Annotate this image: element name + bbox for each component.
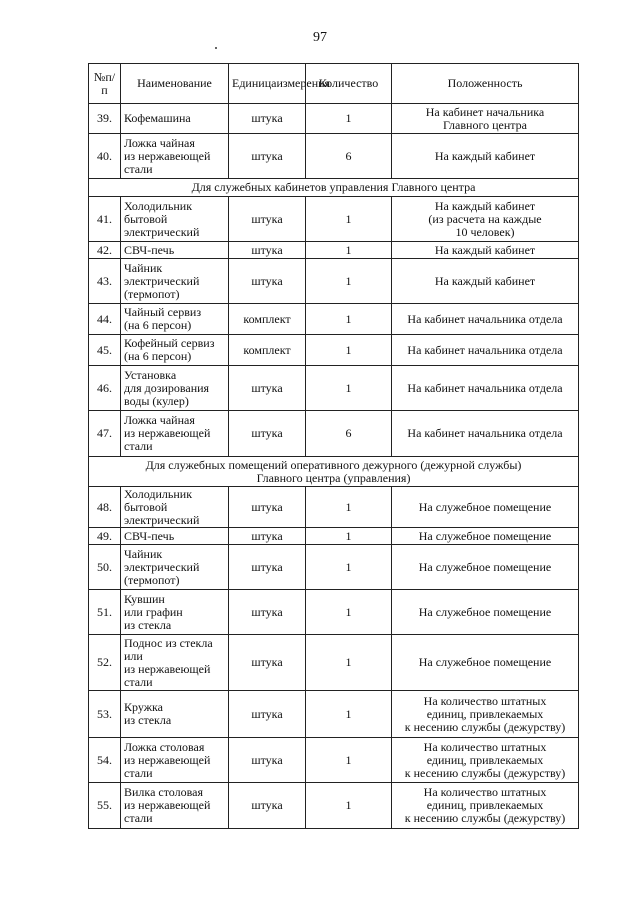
item-unit: штука bbox=[229, 590, 306, 635]
text-line: На кабинет начальника отдела bbox=[407, 426, 563, 440]
table-row bbox=[89, 738, 579, 783]
equipment-table bbox=[88, 63, 579, 829]
text-line: электрический bbox=[124, 273, 200, 288]
item-norm bbox=[392, 783, 579, 829]
text-line: (на 6 персон) bbox=[124, 349, 192, 363]
item-unit: штука bbox=[229, 259, 306, 304]
section-row bbox=[89, 179, 579, 197]
item-quantity: 1 bbox=[306, 545, 392, 590]
item-norm bbox=[392, 545, 579, 590]
text-line: Положенность bbox=[447, 76, 523, 90]
table-row bbox=[89, 242, 579, 259]
text-line: На служебное помещение bbox=[418, 559, 552, 574]
item-unit: штука bbox=[229, 487, 306, 528]
scan-speck bbox=[215, 47, 217, 49]
text-line: На служебное помещение bbox=[418, 499, 552, 514]
item-name bbox=[121, 411, 229, 457]
text-line: стали bbox=[124, 674, 153, 689]
item-quantity: 6 bbox=[306, 411, 392, 457]
text-line: из нержавеющей bbox=[124, 426, 211, 440]
item-norm bbox=[392, 411, 579, 457]
text-line: Установка bbox=[124, 367, 177, 382]
item-quantity: 1 bbox=[306, 783, 392, 829]
text-line: единиц, привлекаемых bbox=[426, 798, 544, 812]
item-name bbox=[121, 134, 229, 179]
text-line: На каждый кабинет bbox=[434, 242, 536, 257]
text-line: Чайник bbox=[124, 546, 163, 561]
item-name bbox=[121, 197, 229, 242]
table-row bbox=[89, 335, 579, 366]
table-row bbox=[89, 411, 579, 457]
item-quantity: 1 bbox=[306, 242, 392, 259]
text-line: Чайник bbox=[124, 260, 163, 275]
text-line: Холодильник bbox=[124, 486, 193, 501]
item-unit: штука bbox=[229, 528, 306, 545]
item-norm bbox=[392, 259, 579, 304]
item-quantity: 1 bbox=[306, 528, 392, 545]
text-line: бытовой bbox=[124, 499, 168, 514]
section-heading bbox=[89, 179, 579, 197]
item-number: 46. bbox=[89, 366, 121, 411]
item-name bbox=[121, 691, 229, 738]
item-norm bbox=[392, 691, 579, 738]
item-unit: комплект bbox=[229, 335, 306, 366]
item-number: 44. bbox=[89, 304, 121, 335]
text-line: Кружка bbox=[124, 700, 163, 714]
text-line: На каждый кабинет bbox=[434, 198, 536, 213]
item-unit: штука bbox=[229, 242, 306, 259]
item-name bbox=[121, 783, 229, 829]
item-number: 39. bbox=[89, 104, 121, 134]
item-norm bbox=[392, 104, 579, 134]
item-number: 45. bbox=[89, 335, 121, 366]
item-norm bbox=[392, 590, 579, 635]
text-line: Кувшин bbox=[124, 591, 165, 606]
text-line: Холодильник bbox=[124, 198, 193, 213]
item-unit: штука bbox=[229, 197, 306, 242]
item-number: 42. bbox=[89, 242, 121, 259]
item-quantity: 6 bbox=[306, 134, 392, 179]
text-line: к несению службы (дежурству) bbox=[404, 765, 566, 780]
item-unit: комплект bbox=[229, 304, 306, 335]
item-name bbox=[121, 366, 229, 411]
item-number: 43. bbox=[89, 259, 121, 304]
item-norm bbox=[392, 738, 579, 783]
item-quantity: 1 bbox=[306, 691, 392, 738]
text-line: Кофейный сервиз bbox=[124, 336, 215, 350]
item-number: 52. bbox=[89, 635, 121, 691]
text-line: Главного центра (управления) bbox=[256, 470, 411, 485]
text-line: стали bbox=[124, 811, 153, 825]
text-line: Ложка чайная bbox=[124, 135, 195, 150]
table-row bbox=[89, 528, 579, 545]
item-quantity: 1 bbox=[306, 104, 392, 134]
text-line: (на 6 персон) bbox=[124, 318, 192, 332]
item-number: 53. bbox=[89, 691, 121, 738]
text-line: из нержавеющей bbox=[124, 752, 211, 767]
table-row bbox=[89, 134, 579, 179]
text-line: На кабинет начальника отдела bbox=[407, 380, 563, 395]
text-line: СВЧ-печь bbox=[124, 528, 175, 543]
item-norm bbox=[392, 197, 579, 242]
text-line: из нержавеющей bbox=[124, 148, 211, 163]
text-line: электрический bbox=[124, 224, 200, 239]
text-line: электрический bbox=[124, 559, 200, 574]
item-norm bbox=[392, 242, 579, 259]
section-heading bbox=[89, 457, 579, 487]
table-row bbox=[89, 304, 579, 335]
item-name bbox=[121, 545, 229, 590]
text-line: Наименование bbox=[137, 76, 212, 90]
text-line: Для служебных помещений оперативного дежурного (дежурной службы) bbox=[145, 457, 522, 472]
item-name bbox=[121, 487, 229, 528]
text-line: № bbox=[93, 69, 106, 84]
text-line: 10 человек) bbox=[455, 224, 515, 239]
text-line: для дозирования bbox=[124, 380, 210, 395]
table-body bbox=[89, 104, 579, 829]
text-line: воды (кулер) bbox=[124, 393, 189, 408]
item-unit: штука bbox=[229, 366, 306, 411]
item-number: 48. bbox=[89, 487, 121, 528]
text-line: Ложка столовая bbox=[124, 739, 205, 754]
header-number bbox=[89, 64, 121, 104]
item-name bbox=[121, 259, 229, 304]
text-line: Вилка столовая bbox=[124, 785, 203, 799]
item-number: 51. bbox=[89, 590, 121, 635]
table-row bbox=[89, 545, 579, 590]
item-quantity: 1 bbox=[306, 259, 392, 304]
item-quantity: 1 bbox=[306, 738, 392, 783]
item-unit: штука bbox=[229, 783, 306, 829]
text-line: На количество штатных bbox=[423, 785, 547, 799]
table-row bbox=[89, 590, 579, 635]
text-line: из нержавеющей bbox=[124, 661, 211, 676]
item-number: 55. bbox=[89, 783, 121, 829]
text-line: бытовой bbox=[124, 211, 168, 226]
table-row bbox=[89, 104, 579, 134]
text-line: На каждый кабинет bbox=[434, 148, 536, 163]
item-name bbox=[121, 304, 229, 335]
text-line: единиц, привлекаемых bbox=[426, 752, 544, 767]
text-line: (термопот) bbox=[124, 572, 180, 587]
text-line: электрический bbox=[124, 512, 200, 527]
text-line: На каждый кабинет bbox=[434, 273, 536, 288]
table-row bbox=[89, 783, 579, 829]
text-line: (термопот) bbox=[124, 286, 180, 301]
item-unit: штука bbox=[229, 691, 306, 738]
table-header-row bbox=[89, 64, 579, 104]
text-line: На служебное помещение bbox=[418, 604, 552, 619]
item-norm bbox=[392, 487, 579, 528]
text-line: из стекла bbox=[124, 617, 172, 632]
item-name bbox=[121, 335, 229, 366]
item-unit: штука bbox=[229, 411, 306, 457]
table-row bbox=[89, 487, 579, 528]
table-row bbox=[89, 366, 579, 411]
text-line: стали bbox=[124, 161, 153, 176]
text-line: На служебное помещение bbox=[418, 655, 552, 669]
item-number: 41. bbox=[89, 197, 121, 242]
text-line: На кабинет начальника bbox=[425, 104, 545, 119]
item-unit: штука bbox=[229, 545, 306, 590]
table-row bbox=[89, 635, 579, 691]
item-norm bbox=[392, 304, 579, 335]
text-line: На количество штатных bbox=[423, 739, 547, 754]
text-line: Чайный сервиз bbox=[124, 305, 202, 319]
header-quantity bbox=[306, 64, 392, 104]
item-name bbox=[121, 590, 229, 635]
table-row bbox=[89, 259, 579, 304]
item-name bbox=[121, 528, 229, 545]
item-unit: штука bbox=[229, 635, 306, 691]
text-line: стали bbox=[124, 439, 153, 453]
text-line: Ложка чайная bbox=[124, 413, 195, 427]
table-row bbox=[89, 197, 579, 242]
text-line: Главного центра bbox=[443, 117, 527, 132]
item-unit: штука bbox=[229, 738, 306, 783]
item-number: 40. bbox=[89, 134, 121, 179]
page-number: 97 bbox=[313, 30, 327, 45]
item-number: 50. bbox=[89, 545, 121, 590]
text-line: из стекла bbox=[124, 713, 172, 727]
item-number: 47. bbox=[89, 411, 121, 457]
item-quantity: 1 bbox=[306, 366, 392, 411]
text-line: стали bbox=[124, 765, 153, 780]
text-line: к несению службы (дежурству) bbox=[404, 811, 566, 825]
item-quantity: 1 bbox=[306, 197, 392, 242]
item-name bbox=[121, 104, 229, 134]
text-line: (из расчета на каждые bbox=[428, 211, 542, 226]
header-unit bbox=[229, 64, 331, 104]
text-line: Количество bbox=[318, 76, 379, 90]
item-norm bbox=[392, 134, 579, 179]
text-line: Поднос из стекла bbox=[124, 635, 213, 650]
item-norm bbox=[392, 528, 579, 545]
item-number: 49. bbox=[89, 528, 121, 545]
text-line: На служебное помещение bbox=[418, 528, 552, 543]
text-line: На кабинет начальника отдела bbox=[407, 311, 563, 326]
text-line: единиц, привлекаемых bbox=[426, 706, 544, 721]
item-norm bbox=[392, 366, 579, 411]
item-name bbox=[121, 242, 229, 259]
text-line: Кофемашина bbox=[124, 111, 191, 125]
header-name bbox=[121, 64, 229, 104]
text-line: СВЧ-печь bbox=[124, 242, 175, 257]
item-norm bbox=[392, 335, 579, 366]
item-unit: штука bbox=[229, 104, 306, 134]
text-line: Единица bbox=[232, 76, 277, 90]
item-name bbox=[121, 738, 229, 783]
item-quantity: 1 bbox=[306, 335, 392, 366]
text-line: измерения bbox=[276, 76, 331, 90]
item-unit: штука bbox=[229, 134, 306, 179]
text-line: Для служебных кабинетов управления Главного центра bbox=[191, 180, 476, 194]
text-line: или графин bbox=[124, 604, 183, 619]
item-norm bbox=[392, 635, 579, 691]
text-line: п/п bbox=[101, 69, 116, 97]
item-quantity: 1 bbox=[306, 487, 392, 528]
text-line: На кабинет начальника отдела bbox=[407, 342, 563, 357]
section-row bbox=[89, 457, 579, 487]
text-line: к несению службы (дежурству) bbox=[404, 719, 566, 734]
item-name bbox=[121, 635, 229, 691]
text-line: из нержавеющей bbox=[124, 798, 211, 812]
item-quantity: 1 bbox=[306, 635, 392, 691]
text-line: На количество штатных bbox=[423, 693, 547, 708]
item-quantity: 1 bbox=[306, 304, 392, 335]
table-row bbox=[89, 691, 579, 738]
header-norm bbox=[392, 64, 579, 104]
item-number: 54. bbox=[89, 738, 121, 783]
item-quantity: 1 bbox=[306, 590, 392, 635]
text-line: или bbox=[124, 648, 143, 663]
